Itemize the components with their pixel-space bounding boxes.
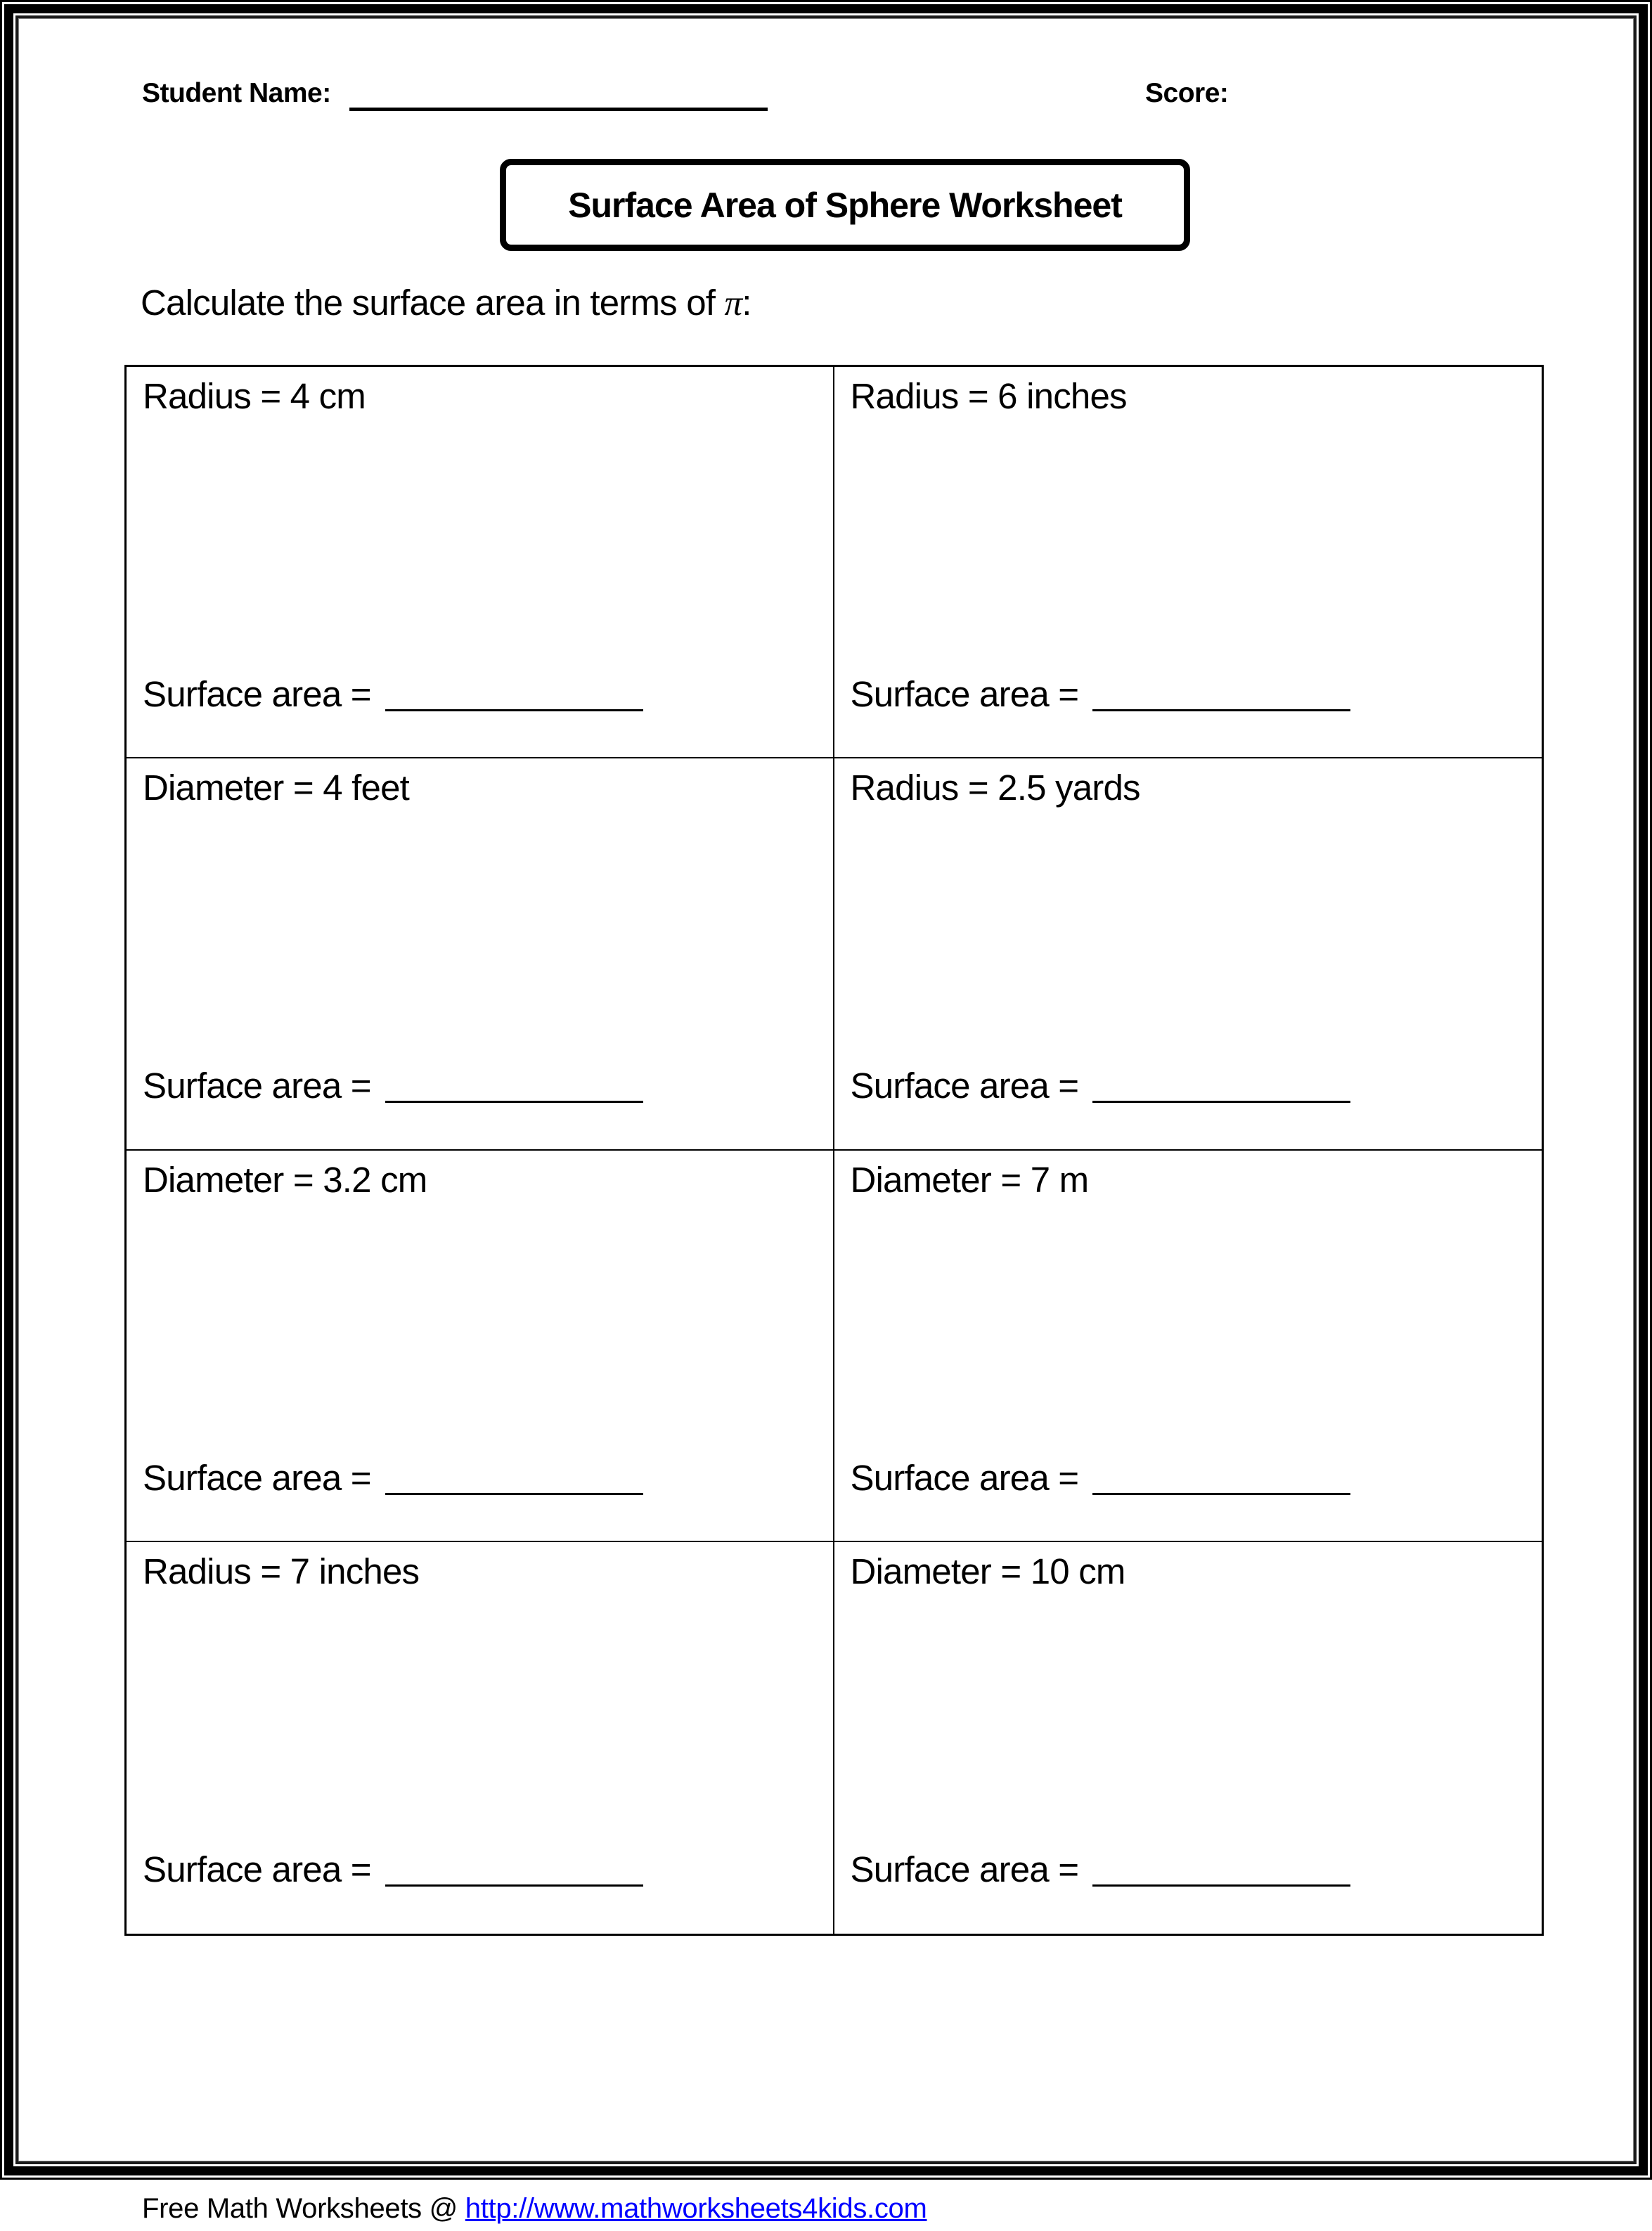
problem-given: Radius = 7 inches	[143, 1551, 420, 1591]
problem-cell	[127, 1151, 834, 1542]
student-name-field[interactable]	[349, 108, 768, 111]
answer-label: Surface area =	[143, 1849, 371, 1889]
problem-given: Radius = 4 cm	[143, 376, 366, 416]
student-name-label: Student Name:	[142, 78, 331, 108]
problem-given: Diameter = 7 m	[850, 1159, 1089, 1200]
answer-row	[851, 1457, 1351, 1499]
answer-row	[143, 1849, 643, 1891]
problem-grid	[124, 365, 1544, 1936]
answer-field[interactable]	[1092, 1493, 1350, 1495]
instruction-text: Calculate the surface area in terms of	[141, 283, 725, 323]
problem-cell	[834, 1542, 1542, 1934]
problem-given: Diameter = 4 feet	[143, 768, 410, 808]
answer-label: Surface area =	[850, 1066, 1079, 1106]
answer-row	[851, 1065, 1351, 1107]
answer-row	[851, 673, 1351, 716]
problem-cell	[127, 367, 834, 758]
answer-label: Surface area =	[143, 674, 371, 714]
answer-label: Surface area =	[850, 1457, 1079, 1498]
problem-cell	[127, 1542, 834, 1934]
footer-prefix: Free Math Worksheets @	[142, 2193, 465, 2224]
problem-cell	[834, 367, 1542, 758]
problem-given: Diameter = 10 cm	[850, 1551, 1125, 1591]
page-title: Surface Area of Sphere Worksheet	[568, 185, 1122, 225]
answer-field[interactable]	[385, 1884, 643, 1887]
answer-label: Surface area =	[850, 1849, 1079, 1889]
score-label: Score:	[1145, 78, 1229, 108]
answer-row	[851, 1849, 1351, 1891]
answer-row	[143, 1065, 643, 1107]
answer-field[interactable]	[385, 709, 643, 711]
instruction-suffix: :	[742, 283, 751, 323]
problem-given: Diameter = 3.2 cm	[143, 1159, 427, 1200]
answer-row	[143, 1457, 643, 1499]
instruction	[141, 281, 751, 325]
answer-field[interactable]	[1092, 1884, 1350, 1887]
pi-symbol: π	[724, 284, 742, 323]
answer-field[interactable]	[1092, 1101, 1350, 1103]
answer-label: Surface area =	[143, 1066, 371, 1106]
problem-cell	[127, 758, 834, 1150]
answer-field[interactable]	[385, 1493, 643, 1495]
title-box	[500, 159, 1190, 251]
problem-given: Radius = 6 inches	[850, 376, 1127, 416]
answer-field[interactable]	[1092, 709, 1350, 711]
problem-cell	[834, 758, 1542, 1150]
footer-link[interactable]: http://www.mathworksheets4kids.com	[465, 2193, 927, 2224]
answer-row	[143, 673, 643, 716]
answer-field[interactable]	[385, 1101, 643, 1103]
answer-label: Surface area =	[143, 1457, 371, 1498]
problem-given: Radius = 2.5 yards	[850, 768, 1140, 808]
problem-cell	[834, 1151, 1542, 1542]
answer-label: Surface area =	[850, 674, 1079, 714]
footer	[142, 2192, 927, 2225]
